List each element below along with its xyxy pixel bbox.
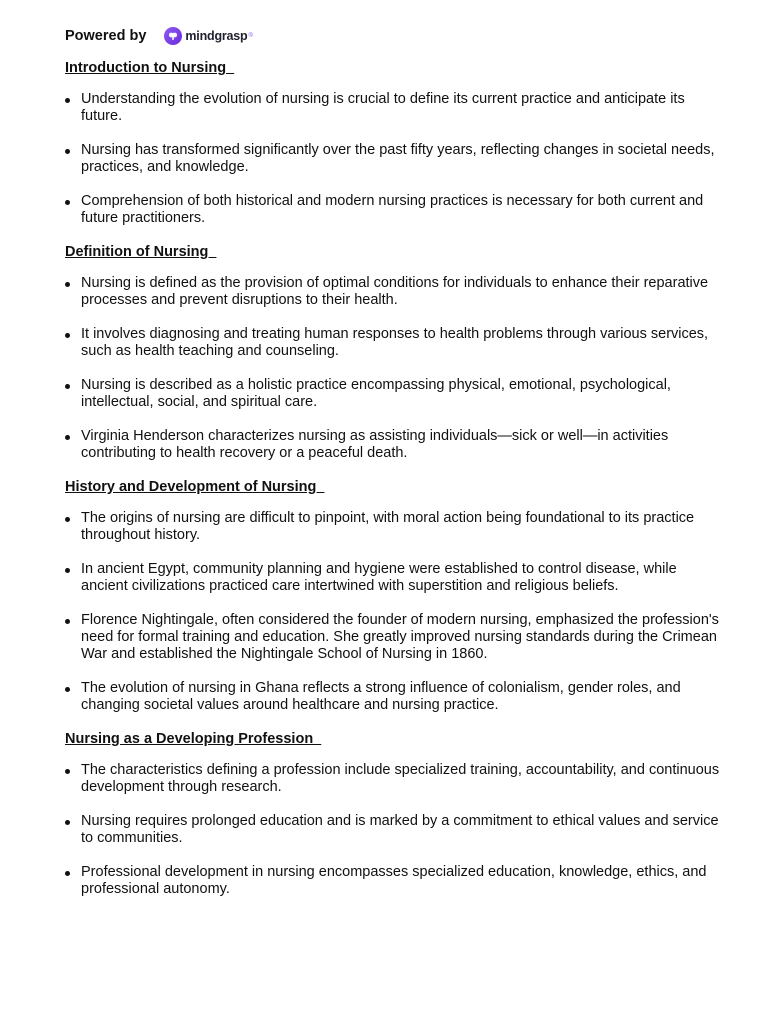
brand-logo [164, 27, 253, 45]
bullet-list [65, 510, 719, 714]
section-definition [65, 244, 713, 462]
bullet-list [65, 275, 713, 462]
section-title: Definition of Nursing [65, 244, 217, 260]
trademark-icon: ® [248, 33, 253, 39]
bullet-list [65, 762, 720, 898]
list-item: Nursing has transformed significantly over the past fifty years, reflecting changes in societal needs, practices, and knowledge. [65, 142, 721, 176]
section-history [65, 479, 719, 714]
document-page [65, 24, 720, 915]
list-item: Comprehension of both historical and modern nursing practices is necessary for both current and future practitioners. [65, 193, 721, 227]
list-item: It involves diagnosing and treating human responses to health problems through various services, such as health teaching and counseling. [65, 326, 721, 360]
bullet-list [65, 91, 713, 227]
powered-by-header [65, 24, 713, 48]
section-title: Nursing as a Developing Profession [65, 731, 322, 747]
list-item: Nursing requires prolonged education and is marked by a commitment to ethical values and service to communities. [65, 813, 721, 847]
section-title: Introduction to Nursing [65, 60, 235, 76]
list-item: Virginia Henderson characterizes nursing as assisting individuals—sick or well—in activities contributing to health recovery or a peaceful death. [65, 428, 721, 462]
list-item: Professional development in nursing encompasses specialized education, knowledge, ethics, and professional autonomy. [65, 864, 721, 898]
list-item: The characteristics defining a profession include specialized training, accountability, and continuous development through research. [65, 762, 721, 796]
section-profession [65, 731, 720, 898]
list-item: The evolution of nursing in Ghana reflects a strong influence of colonialism, gender roles, and changing societal values around healthcare and nursing practice. [65, 680, 721, 714]
list-item: Florence Nightingale, often considered the founder of modern nursing, emphasized the profession's need for formal training and education. She greatly improved nursing standards during the Crimean War and established the Nightingale School of Nursing in 1860. [65, 612, 721, 663]
list-item: Nursing is described as a holistic practice encompassing physical, emotional, psychological, intellectual, social, and spiritual care. [65, 377, 721, 411]
section-title: History and Development of Nursing [65, 479, 325, 495]
section-introduction [65, 60, 713, 227]
brand-name: mindgrasp [185, 29, 248, 43]
list-item: Nursing is defined as the provision of optimal conditions for individuals to enhance their reparative processes and prevent disruptions to their health. [65, 275, 721, 309]
list-item: Understanding the evolution of nursing is crucial to define its current practice and anticipate its future. [65, 91, 721, 125]
list-item: In ancient Egypt, community planning and hygiene were established to control disease, while ancient civilizations practiced care intertwined with superstition and religious beliefs. [65, 561, 721, 595]
brain-icon [164, 27, 182, 45]
powered-by-label: Powered by [65, 28, 147, 44]
list-item: The origins of nursing are difficult to pinpoint, with moral action being foundational to its practice throughout history. [65, 510, 721, 544]
